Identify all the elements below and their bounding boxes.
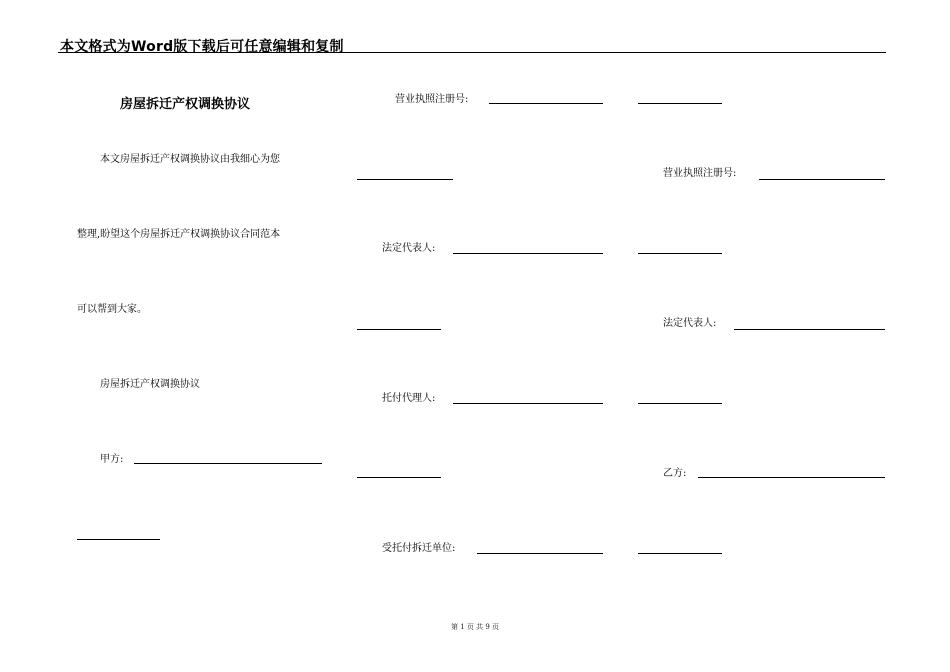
party-a-label: 甲方: (100, 454, 124, 465)
license-number-continuation-line (357, 179, 453, 180)
party-b-fill-line (698, 477, 885, 478)
license-number-continuation-line-2 (638, 253, 722, 254)
entrusted-unit-label: 受托付拆迁单位: (382, 543, 456, 554)
intro-line-1: 本文房屋拆迁产权调换协议由我细心为您 (100, 154, 280, 165)
col3-top-continuation-line (638, 103, 722, 104)
legal-rep-label-2: 法定代表人: (663, 318, 717, 329)
page-number: 第 1 页 共 9 页 (450, 623, 500, 631)
license-number-label-2: 营业执照注册号: (663, 168, 737, 179)
legal-rep-label: 法定代表人: (382, 243, 436, 254)
party-b-label: 乙方: (663, 468, 687, 479)
agent-fill-line (453, 403, 603, 404)
agreement-subtitle: 房屋拆迁产权调换协议 (100, 379, 200, 390)
legal-rep-fill-line (453, 253, 603, 254)
agent-continuation-line (357, 477, 441, 478)
party-a-continuation-line (77, 539, 160, 540)
party-a-fill-line (134, 463, 322, 464)
license-number-fill-line (489, 103, 603, 104)
intro-line-3: 可以帮到大家。 (77, 304, 147, 315)
header-rule (58, 52, 886, 53)
legal-rep-fill-line-2 (734, 329, 885, 330)
intro-line-2: 整理,盼望这个房屋拆迁产权调换协议合同范本 (77, 229, 281, 240)
entrusted-unit-fill-line (477, 553, 603, 554)
document-title: 房屋拆迁产权调换协议 (120, 97, 251, 112)
license-number-label: 营业执照注册号: (395, 94, 469, 105)
agent-label: 托付代理人: (382, 393, 436, 404)
license-number-fill-line-2 (759, 179, 885, 180)
document-header: 本文格式为Word版下载后可任意编辑和复制 (60, 39, 344, 55)
legal-rep-continuation-line (357, 329, 441, 330)
legal-rep-continuation-line-2 (638, 403, 722, 404)
party-b-continuation-line (638, 553, 722, 554)
